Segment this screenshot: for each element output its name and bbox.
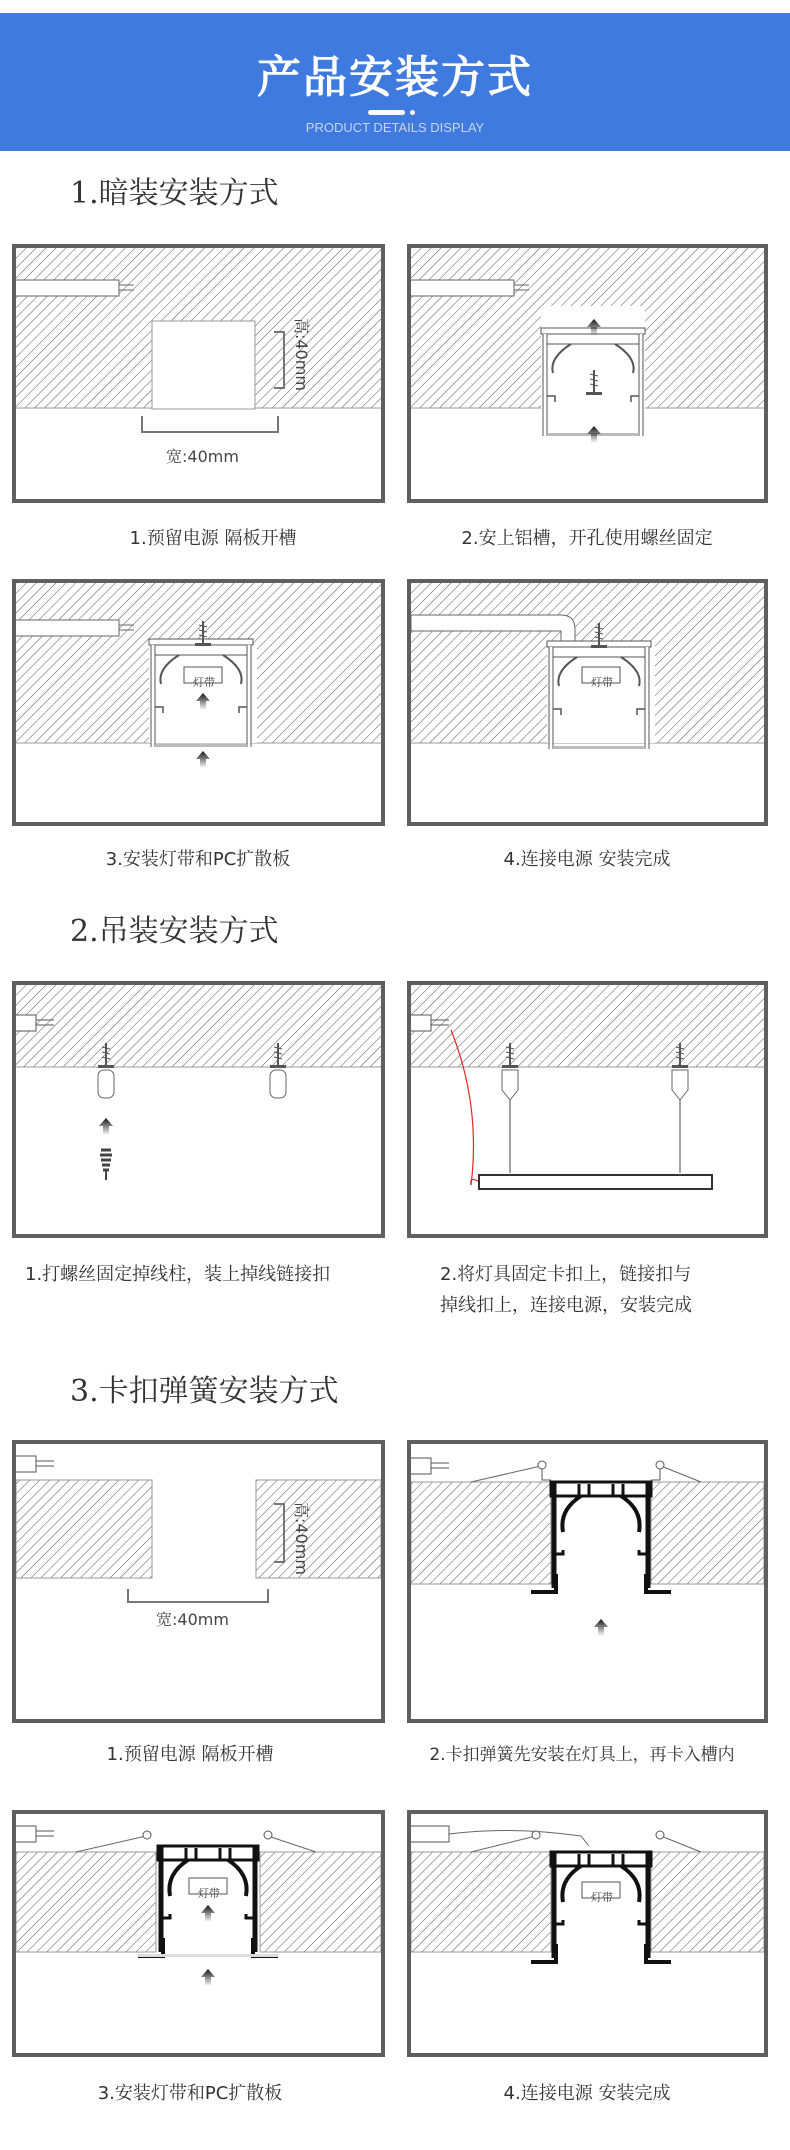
page-title: 产品安装方式 xyxy=(257,52,533,103)
strip-install-diagram xyxy=(16,583,381,822)
width-label: 宽:40mm xyxy=(166,447,239,466)
step-caption: 2.卡扣弹簧先安装在灯具上，再卡入槽内 xyxy=(429,1745,735,1765)
slot-diagram xyxy=(16,1444,381,1719)
step-diagram-1-3 xyxy=(12,579,385,826)
height-label: 高:40mm xyxy=(292,1502,311,1575)
step-caption: 3.安装灯带和PC扩散板 xyxy=(105,849,291,870)
step-caption-line2: 掉线扣上，连接电源，安装完成 xyxy=(440,1295,692,1316)
step-caption: 3.安装灯带和PC扩散板 xyxy=(97,2083,283,2104)
title-underline xyxy=(368,110,405,115)
step-diagram-3-4 xyxy=(407,1810,768,2057)
step-caption: 1.预留电源 隔板开槽 xyxy=(106,1744,274,1765)
step-diagram-2-1 xyxy=(12,981,385,1238)
strip-label: 灯带 xyxy=(198,1887,220,1900)
strip-install-diagram xyxy=(16,1814,381,2053)
step-diagram-3-1 xyxy=(12,1440,385,1723)
step-diagram-3-3 xyxy=(12,1810,385,2057)
spring-clip-diagram xyxy=(411,1444,764,1719)
hanger-screw-diagram xyxy=(16,985,381,1234)
step-caption-line1: 2.将灯具固定卡扣上，链接扣与 xyxy=(440,1264,692,1285)
step-caption: 1.打螺丝固定掉线柱，装上掉线链接扣 xyxy=(25,1264,331,1285)
step-caption: 1.预留电源 隔板开槽 xyxy=(129,528,297,549)
suspended-complete-diagram xyxy=(411,985,764,1234)
strip-label: 灯带 xyxy=(591,1891,613,1904)
channel-screw-diagram xyxy=(411,248,764,499)
complete-diagram xyxy=(411,583,764,822)
section-title-spring-clip: 3.卡扣弹簧安装方式 xyxy=(70,1374,339,1409)
section-title-suspended: 2.吊装安装方式 xyxy=(70,914,279,949)
section-title-concealed: 1.暗装安装方式 xyxy=(70,176,279,211)
step-diagram-3-2 xyxy=(407,1440,768,1723)
step-diagram-1-2 xyxy=(407,244,768,503)
step-caption: 4.连接电源 安装完成 xyxy=(503,849,671,870)
page-header xyxy=(0,13,790,151)
page-subtitle: PRODUCT DETAILS DISPLAY xyxy=(305,120,485,135)
strip-label: 灯带 xyxy=(591,676,613,689)
step-diagram-1-4 xyxy=(407,579,768,826)
complete-diagram xyxy=(411,1814,764,2053)
step-diagram-2-2 xyxy=(407,981,768,1238)
strip-label: 灯带 xyxy=(193,676,215,689)
step-caption: 2.安上铝槽，开孔使用螺丝固定 xyxy=(461,528,713,549)
height-label: 高:40mm xyxy=(292,318,311,391)
step-caption: 4.连接电源 安装完成 xyxy=(503,2083,671,2104)
width-label: 宽:40mm xyxy=(156,1610,229,1629)
title-dot xyxy=(410,110,415,115)
step-diagram-1-1 xyxy=(12,244,385,503)
